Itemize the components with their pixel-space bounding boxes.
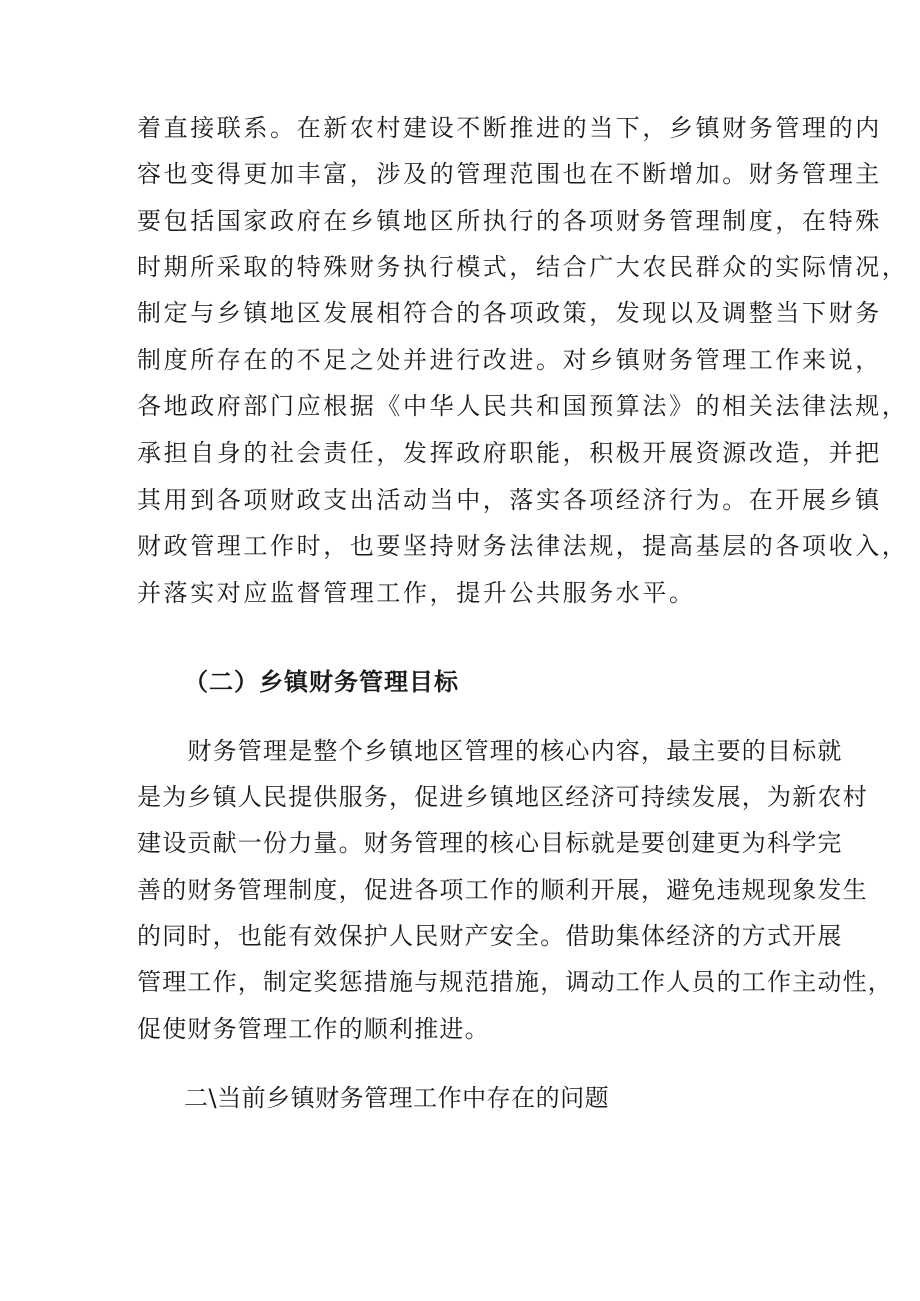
- text-line: 其用到各项财政支出活动当中，落实各项经济行为。在开展乡镇: [137, 486, 882, 514]
- text-line: 是为乡镇人民提供服务，促进乡镇地区经济可持续发展，为新农村: [137, 783, 868, 811]
- text-line: 各地政府部门应根据《中华人民共和国预算法》的相关法律法规，: [137, 392, 909, 420]
- text-line: 制度所存在的不足之处并进行改进。对乡镇财务管理工作来说，: [137, 346, 882, 374]
- section-sub-heading: （二）乡镇财务管理目标: [184, 668, 459, 696]
- text-line: 建设贡献一份力量。财务管理的核心目标就是要创建更为科学完: [137, 829, 843, 857]
- text-line: 并落实对应监督管理工作，提升公共服务水平。: [137, 579, 696, 607]
- text-line: 促使财务管理工作的顺利推进。: [137, 1015, 490, 1043]
- text-line: 善的财务管理制度，促进各项工作的顺利开展，避免违规现象发生: [137, 876, 868, 904]
- text-line: 着直接联系。在新农村建设不断推进的当下，乡镇财务管理的内: [137, 114, 882, 142]
- text-line: 时期所采取的特殊财务执行模式，结合广大农民群众的实际情况，: [137, 253, 909, 281]
- text-line: 要包括国家政府在乡镇地区所执行的各项财务管理制度，在特殊: [137, 207, 882, 235]
- section-main-heading: 二\当前乡镇财务管理工作中存在的问题: [184, 1084, 610, 1112]
- text-line: 管理工作，制定奖惩措施与规范措施，调动工作人员的工作主动性，: [137, 968, 893, 996]
- text-line: 的同时，也能有效保护人民财产安全。借助集体经济的方式开展: [137, 922, 843, 950]
- text-line: 财务管理是整个乡镇地区管理的核心内容，最主要的目标就: [137, 737, 843, 765]
- text-line: 制定与乡镇地区发展相符合的各项政策，发现以及调整当下财务: [137, 299, 882, 327]
- text-line: 承担自身的社会责任，发挥政府职能，积极开展资源改造，并把: [137, 439, 882, 467]
- text-line: 财政管理工作时，也要坚持财务法律法规，提高基层的各项收入，: [137, 532, 909, 560]
- text-line: 容也变得更加丰富，涉及的管理范围也在不断增加。财务管理主: [137, 160, 882, 188]
